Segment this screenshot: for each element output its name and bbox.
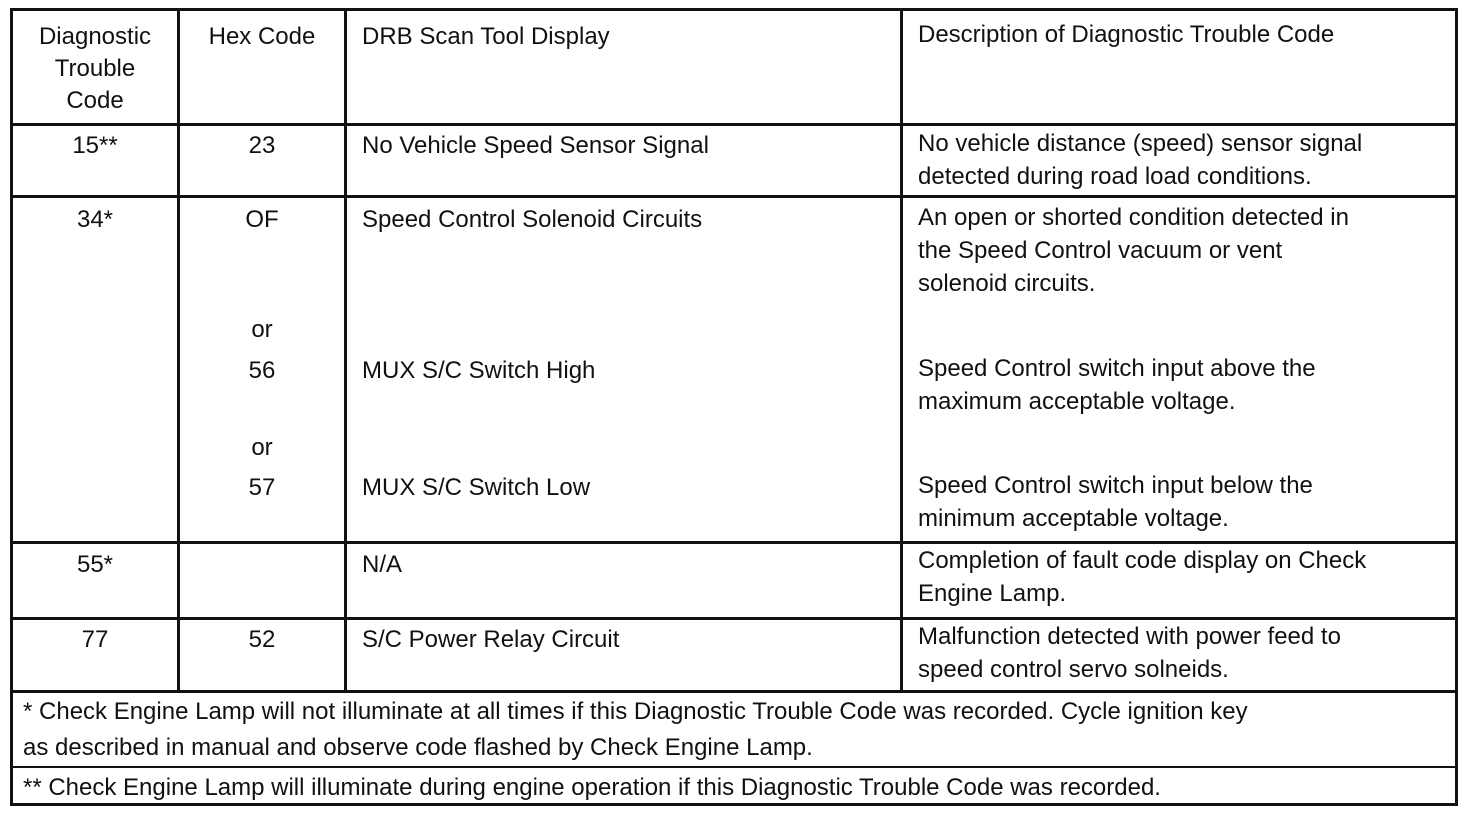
single-asterisk-note-line-2: as described in manual and observe code flashed by Check Engine Lamp. [23, 734, 813, 761]
row-34-description-2-line-1: Speed Control switch input above the [918, 355, 1316, 382]
row-34-description-3-line-1: Speed Control switch input below the [918, 472, 1313, 499]
row-34-or-2: or [251, 434, 273, 461]
row-77-description-line-1: Malfunction detected with power feed to [918, 623, 1341, 650]
row-55-description [918, 544, 1366, 610]
header-drb-scan-tool-display: DRB Scan Tool Display [362, 23, 610, 50]
column-divider-code-hex [177, 11, 180, 691]
row-34-description-1-line-1: An open or shorted condition detected in [918, 204, 1349, 231]
column-divider-hex-display [344, 11, 347, 691]
row-77-bottom-rule [13, 690, 1455, 693]
row-55-description-line-1: Completion of fault code display on Check [918, 547, 1367, 574]
row-34-description-1-line-2: the Speed Control vacuum or vent [918, 237, 1283, 264]
header-description: Description of Diagnostic Trouble Code [918, 21, 1335, 48]
row-34-code: 34* [76, 206, 114, 233]
row-34-hex-1: OF [245, 206, 279, 233]
row-15-description-line-1: No vehicle distance (speed) sensor signal [918, 130, 1363, 157]
single-asterisk-note [23, 694, 1248, 766]
row-77-description-line-2: speed control servo solneids. [918, 656, 1229, 683]
header-code-line-2: Trouble [54, 55, 136, 82]
row-55-code: 55* [76, 551, 114, 578]
row-77-code: 77 [81, 626, 109, 653]
column-divider-display-description [900, 11, 903, 691]
row-55-display: N/A [362, 551, 403, 578]
single-asterisk-note-line-1: * Check Engine Lamp will not illuminate at all times if this Diagnostic Trouble Code was recorded. Cycle ignition key [23, 698, 1248, 725]
row-34-description-3 [918, 469, 1313, 535]
row-15-description [918, 127, 1362, 193]
row-55-description-line-2: Engine Lamp. [918, 580, 1067, 607]
header-diagnostic-trouble-code [13, 21, 177, 117]
row-34-display-1: Speed Control Solenoid Circuits [362, 206, 703, 233]
row-34-display-3: MUX S/C Switch Low [362, 474, 591, 501]
row-34-description-1 [918, 201, 1349, 300]
diagnostic-trouble-code-table [10, 8, 1458, 806]
row-34-description-3-line-2: minimum acceptable voltage. [918, 505, 1229, 532]
row-77-display: S/C Power Relay Circuit [362, 626, 620, 653]
row-34-hex-2: 56 [248, 357, 276, 384]
header-hex-code: Hex Code [208, 23, 316, 50]
row-34-or-1: or [251, 316, 273, 343]
row-77-hex: 52 [248, 626, 276, 653]
double-asterisk-note: ** Check Engine Lamp will illuminate during engine operation if this Diagnostic Trouble Code was recorded. [23, 774, 1161, 801]
note-divider-rule [13, 766, 1455, 768]
row-15-description-line-2: detected during road load conditions. [918, 163, 1312, 190]
row-34-description-1-line-3: solenoid circuits. [918, 270, 1096, 297]
header-bottom-rule [13, 123, 1455, 126]
row-15-display: No Vehicle Speed Sensor Signal [362, 132, 709, 159]
row-34-hex-3: 57 [248, 474, 276, 501]
header-code-line-3: Code [66, 87, 124, 114]
row-15-hex: 23 [248, 132, 276, 159]
row-77-description [918, 620, 1341, 686]
row-34-description-2 [918, 352, 1316, 418]
row-34-description-2-line-2: maximum acceptable voltage. [918, 388, 1236, 415]
row-15-code: 15** [72, 132, 118, 159]
row-15-bottom-rule [13, 195, 1455, 198]
header-code-line-1: Diagnostic [38, 23, 152, 50]
row-34-display-2: MUX S/C Switch High [362, 357, 596, 384]
